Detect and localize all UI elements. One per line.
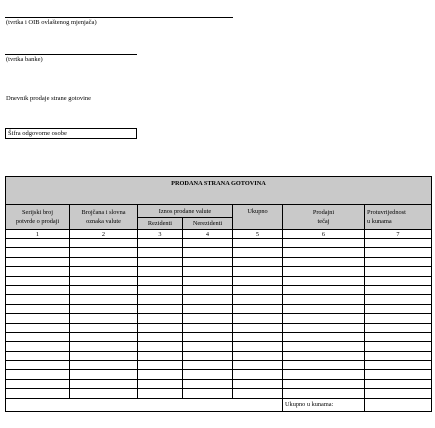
table-cell[interactable] xyxy=(233,248,283,257)
table-cell[interactable] xyxy=(233,332,283,341)
table-row xyxy=(6,276,432,285)
bank-signature-line xyxy=(5,54,137,55)
table-cell[interactable] xyxy=(138,285,183,294)
table-title: PRODANA STRANA GOTOVINA xyxy=(6,177,432,205)
table-row xyxy=(6,342,432,351)
column-number: 4 xyxy=(183,230,233,239)
table-cell[interactable] xyxy=(233,314,283,323)
table-row xyxy=(6,304,432,313)
table-cell[interactable] xyxy=(6,370,70,379)
table-cell[interactable] xyxy=(6,332,70,341)
person-code-field[interactable]: Šifra odgovorne osobe xyxy=(5,128,137,139)
table-cell[interactable] xyxy=(6,314,70,323)
table-cell[interactable] xyxy=(6,276,70,285)
total-in-kuna-value[interactable] xyxy=(365,398,432,411)
table-cell[interactable] xyxy=(70,332,138,341)
table-cell[interactable] xyxy=(283,304,365,313)
col-header-residents: Rezidenti xyxy=(138,218,183,230)
table-cell[interactable] xyxy=(365,332,432,341)
table-cell[interactable] xyxy=(365,285,432,294)
col-header-rate: Prodajni tečaj xyxy=(283,205,365,230)
table-cell[interactable] xyxy=(70,389,138,398)
table-cell[interactable] xyxy=(138,304,183,313)
table-cell[interactable] xyxy=(138,257,183,266)
table-cell[interactable] xyxy=(138,314,183,323)
table-cell[interactable] xyxy=(365,267,432,276)
table-cell[interactable] xyxy=(365,239,432,248)
table-cell[interactable] xyxy=(283,295,365,304)
table-cell[interactable] xyxy=(70,323,138,332)
table-cell[interactable] xyxy=(183,295,233,304)
table-cell[interactable] xyxy=(138,342,183,351)
table-row xyxy=(6,351,432,360)
table-cell[interactable] xyxy=(138,276,183,285)
table-cell[interactable] xyxy=(6,361,70,370)
table-cell[interactable] xyxy=(138,295,183,304)
col-header-total: Ukupno xyxy=(233,205,283,230)
table-cell[interactable] xyxy=(283,267,365,276)
table-cell[interactable] xyxy=(365,342,432,351)
total-row-blank xyxy=(6,398,283,411)
col-header-currency: Brojčana i slovna oznaka valute xyxy=(70,205,138,230)
table-cell[interactable] xyxy=(183,361,233,370)
sold-currency-table xyxy=(5,176,432,412)
table-cell[interactable] xyxy=(283,379,365,388)
col-header-serial: Serijski broj potvrde o prodaji xyxy=(6,205,70,230)
column-number: 7 xyxy=(365,230,432,239)
table-cell[interactable] xyxy=(283,351,365,360)
table-cell[interactable] xyxy=(233,304,283,313)
table-cell[interactable] xyxy=(365,370,432,379)
table-row xyxy=(6,239,432,248)
table-cell[interactable] xyxy=(283,285,365,294)
table-cell[interactable] xyxy=(183,248,233,257)
table-cell[interactable] xyxy=(183,239,233,248)
table-cell[interactable] xyxy=(233,370,283,379)
table-cell[interactable] xyxy=(233,295,283,304)
table-cell[interactable] xyxy=(183,389,233,398)
table-cell[interactable] xyxy=(70,239,138,248)
table-cell[interactable] xyxy=(70,370,138,379)
table-cell[interactable] xyxy=(365,389,432,398)
table-cell[interactable] xyxy=(138,332,183,341)
company-caption: (tvrtka i OIB ovlaštenog mjenjača) xyxy=(6,19,97,26)
table-cell[interactable] xyxy=(70,379,138,388)
table-cell[interactable] xyxy=(283,257,365,266)
table-cell[interactable] xyxy=(183,323,233,332)
table-row xyxy=(6,314,432,323)
column-number: 6 xyxy=(283,230,365,239)
table-cell[interactable] xyxy=(233,239,283,248)
table-cell[interactable] xyxy=(138,389,183,398)
table-cell[interactable] xyxy=(233,267,283,276)
table-cell[interactable] xyxy=(6,239,70,248)
table-cell[interactable] xyxy=(233,285,283,294)
col-header-amount-group: Iznos prodane valute xyxy=(138,205,233,218)
table-cell[interactable] xyxy=(6,342,70,351)
table-cell[interactable] xyxy=(138,370,183,379)
table-cell[interactable] xyxy=(70,267,138,276)
table-cell[interactable] xyxy=(70,304,138,313)
table-row xyxy=(6,257,432,266)
table-cell[interactable] xyxy=(6,323,70,332)
table-cell[interactable] xyxy=(70,342,138,351)
table-cell[interactable] xyxy=(233,389,283,398)
table-cell[interactable] xyxy=(138,379,183,388)
company-signature-line xyxy=(5,17,233,18)
table-cell[interactable] xyxy=(70,285,138,294)
table-cell[interactable] xyxy=(233,379,283,388)
table-cell[interactable] xyxy=(183,304,233,313)
column-number: 3 xyxy=(138,230,183,239)
total-in-kuna-label: Ukupno u kunama: xyxy=(283,398,365,411)
table-cell[interactable] xyxy=(233,351,283,360)
table-cell[interactable] xyxy=(365,379,432,388)
table-cell[interactable] xyxy=(138,351,183,360)
table-cell[interactable] xyxy=(70,257,138,266)
table-cell[interactable] xyxy=(365,314,432,323)
table-cell[interactable] xyxy=(365,257,432,266)
table-cell[interactable] xyxy=(283,248,365,257)
table-cell[interactable] xyxy=(6,257,70,266)
table-cell[interactable] xyxy=(283,342,365,351)
table-row xyxy=(6,361,432,370)
table-row xyxy=(6,248,432,257)
table-cell[interactable] xyxy=(6,285,70,294)
table-cell[interactable] xyxy=(138,248,183,257)
table-cell[interactable] xyxy=(183,379,233,388)
column-number: 5 xyxy=(233,230,283,239)
table-cell[interactable] xyxy=(138,323,183,332)
table-row xyxy=(6,295,432,304)
table-row xyxy=(6,285,432,294)
table-cell[interactable] xyxy=(233,361,283,370)
table-row xyxy=(6,389,432,398)
col-header-nonresidents: Nerezidenti xyxy=(183,218,233,230)
table-cell[interactable] xyxy=(365,295,432,304)
table-row xyxy=(6,332,432,341)
table-cell[interactable] xyxy=(183,370,233,379)
table-cell[interactable] xyxy=(70,361,138,370)
table-cell[interactable] xyxy=(6,295,70,304)
table-cell[interactable] xyxy=(6,267,70,276)
table-cell[interactable] xyxy=(365,276,432,285)
column-number: 1 xyxy=(6,230,70,239)
table-cell[interactable] xyxy=(6,351,70,360)
table-cell[interactable] xyxy=(138,361,183,370)
table-cell[interactable] xyxy=(183,314,233,323)
table-row xyxy=(6,379,432,388)
table-cell[interactable] xyxy=(183,257,233,266)
table-cell[interactable] xyxy=(138,239,183,248)
table-cell[interactable] xyxy=(365,361,432,370)
table-cell[interactable] xyxy=(365,351,432,360)
table-cell[interactable] xyxy=(283,314,365,323)
table-cell[interactable] xyxy=(70,351,138,360)
table-cell[interactable] xyxy=(233,276,283,285)
table-cell[interactable] xyxy=(365,248,432,257)
table-cell[interactable] xyxy=(283,239,365,248)
table-cell[interactable] xyxy=(233,342,283,351)
bank-caption: (tvrtka banke) xyxy=(6,56,43,63)
table-cell[interactable] xyxy=(70,248,138,257)
table-cell[interactable] xyxy=(6,304,70,313)
table-cell[interactable] xyxy=(183,267,233,276)
table-cell[interactable] xyxy=(183,351,233,360)
table-cell[interactable] xyxy=(283,323,365,332)
table-cell[interactable] xyxy=(183,342,233,351)
table-cell[interactable] xyxy=(6,379,70,388)
table-row xyxy=(6,323,432,332)
column-number: 2 xyxy=(70,230,138,239)
table-cell[interactable] xyxy=(138,267,183,276)
table-cell[interactable] xyxy=(233,257,283,266)
table-cell[interactable] xyxy=(183,285,233,294)
table-cell[interactable] xyxy=(233,323,283,332)
table-cell[interactable] xyxy=(283,370,365,379)
table-row xyxy=(6,370,432,379)
day-log-label: Dnevnik prodaje strane gotovine xyxy=(6,95,92,102)
table-row xyxy=(6,267,432,276)
table-cell[interactable] xyxy=(183,332,233,341)
table-cell[interactable] xyxy=(70,314,138,323)
col-header-kuna-value: Protuvrijednost u kunama xyxy=(365,205,432,230)
table-cell[interactable] xyxy=(283,361,365,370)
table-cell[interactable] xyxy=(283,332,365,341)
table-cell[interactable] xyxy=(365,323,432,332)
table-cell[interactable] xyxy=(6,248,70,257)
table-cell[interactable] xyxy=(70,295,138,304)
table-cell[interactable] xyxy=(283,276,365,285)
table-cell[interactable] xyxy=(70,276,138,285)
table-cell[interactable] xyxy=(283,389,365,398)
table-cell[interactable] xyxy=(183,276,233,285)
table-cell[interactable] xyxy=(6,389,70,398)
table-cell[interactable] xyxy=(365,304,432,313)
